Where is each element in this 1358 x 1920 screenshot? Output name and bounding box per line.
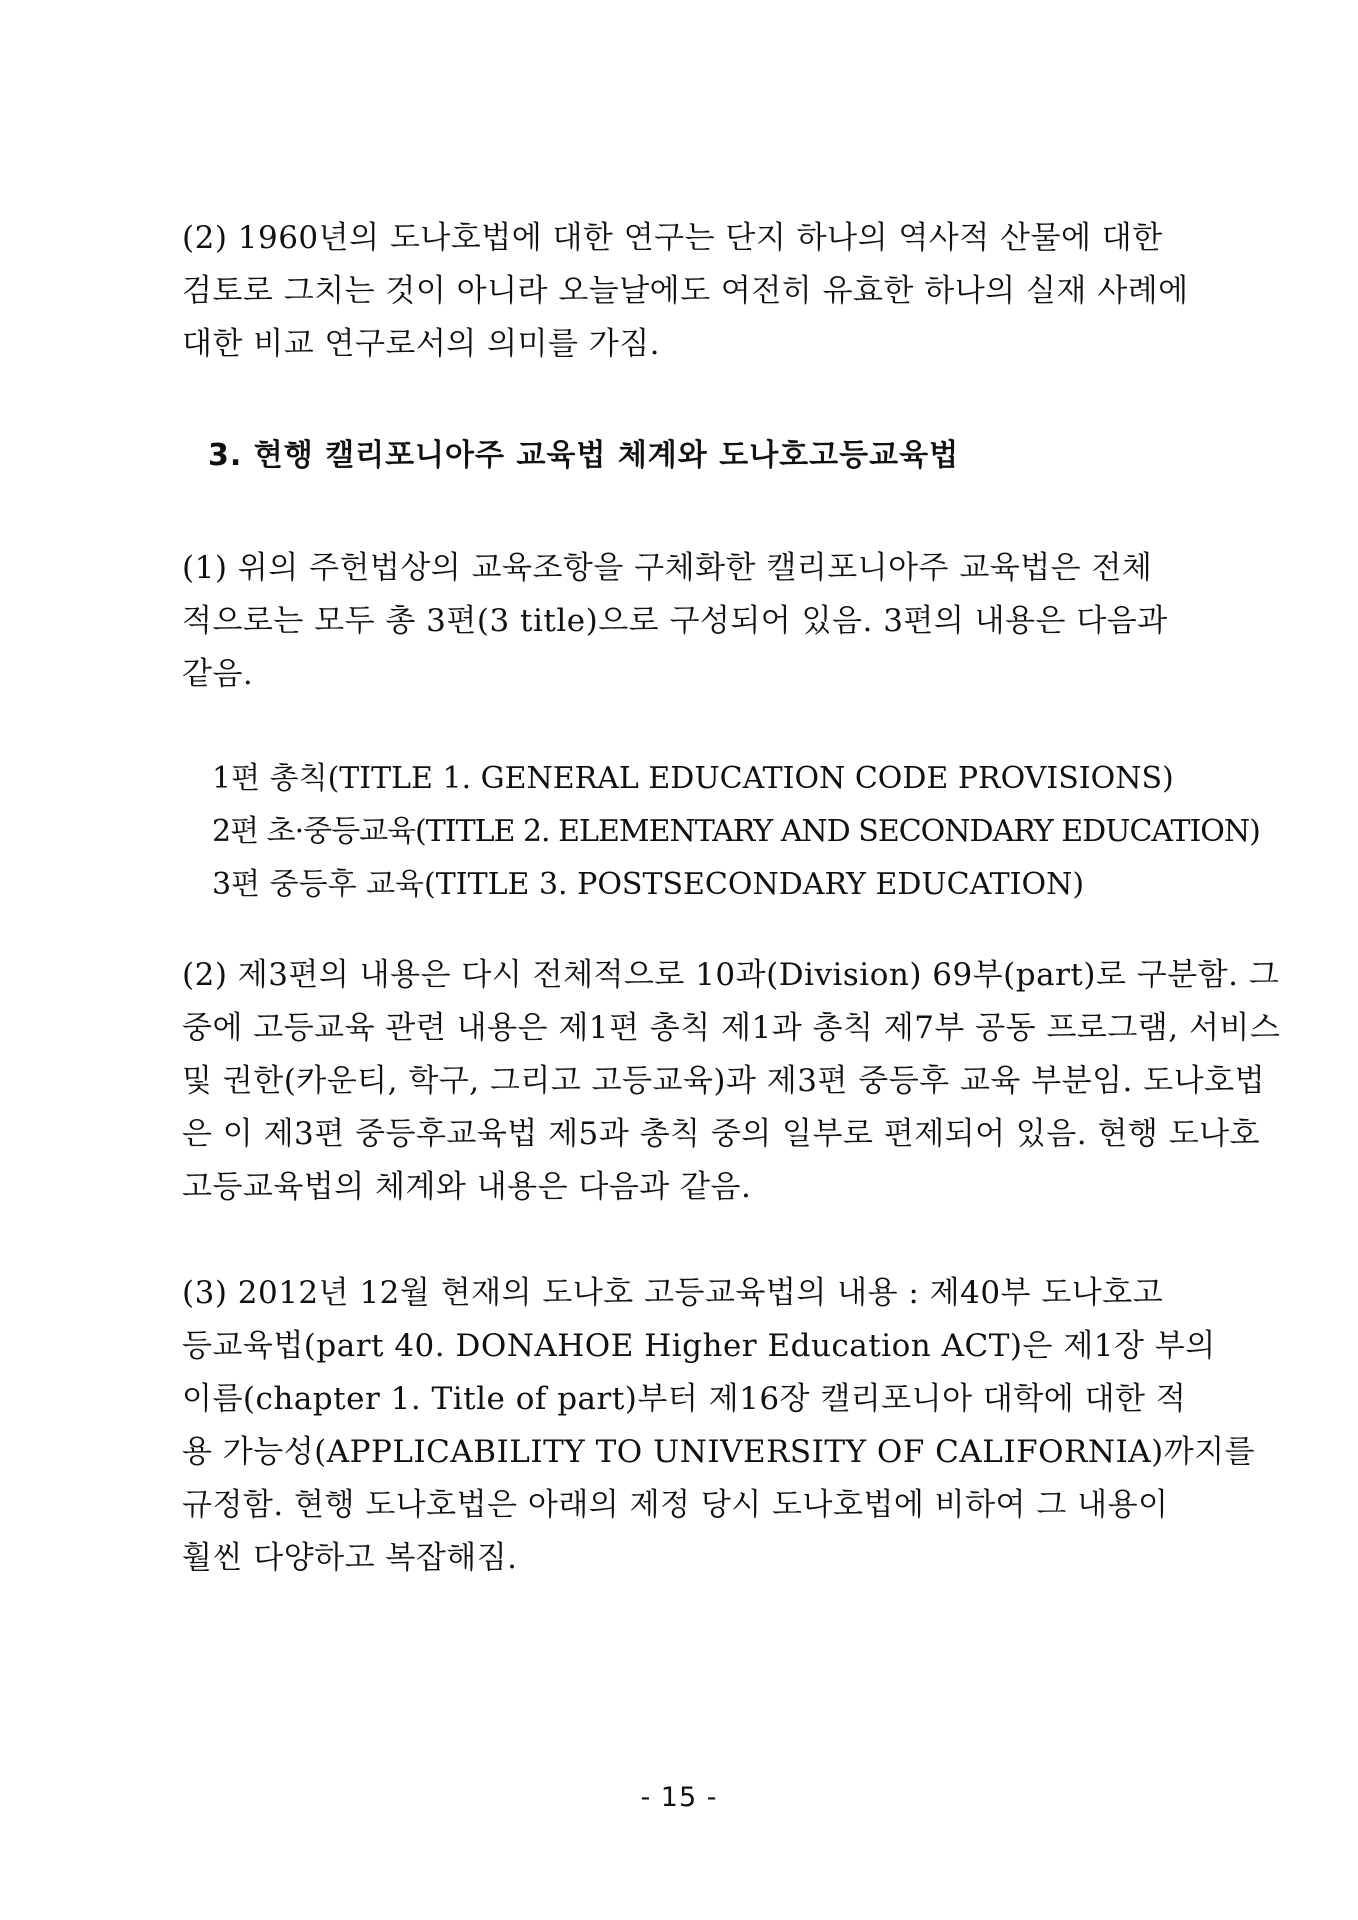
list-item: 3편 중등후 교육(TITLE 3. POSTSECONDARY EDUCATION) — [212, 867, 1085, 902]
page-number: - 15 - — [640, 1782, 718, 1813]
section-heading: 3. 현행 캘리포니아주 교육법 체계와 도나호고등교육법 — [208, 438, 960, 473]
text-line: 용 가능성(APPLICABILITY TO UNIVERSITY OF CALIFORNIA)까지를 — [182, 1434, 1256, 1470]
text-line: 대한 비교 연구로서의 의미를 가짐. — [182, 326, 661, 362]
text-line: (2) 제3편의 내용은 다시 전체적으로 10과(Division) 69부(part)로 구분함. 그 — [182, 957, 1280, 993]
text-line: 및 권한(카운티, 학구, 그리고 고등교육)과 제3편 중등후 교육 부분임. 도나호법 — [182, 1063, 1266, 1099]
text-line: (1) 위의 주헌법상의 교육조항을 구체화한 캘리포니아주 교육법은 전체 — [182, 550, 1153, 586]
paragraph-donahoe-act-contents — [182, 1267, 1255, 1585]
text-line: 같음. — [182, 656, 254, 692]
paragraph-education-code-structure — [182, 542, 1168, 701]
text-line: 적으로는 모두 총 3편(3 title)으로 구성되어 있음. 3편의 내용은 다음과 — [182, 603, 1168, 639]
text-line: 고등교육법의 체계와 내용은 다음과 같음. — [182, 1169, 752, 1205]
education-code-title-list — [212, 752, 1260, 911]
text-line: 규정함. 현행 도나호법은 아래의 제정 당시 도나호법에 비하여 그 내용이 — [182, 1487, 1169, 1523]
text-line: 훨씬 다양하고 복잡해짐. — [182, 1540, 518, 1576]
text-line: 검토로 그치는 것이 아니라 오늘날에도 여전히 유효한 하나의 실재 사례에 — [182, 273, 1189, 309]
text-line: (2) 1960년의 도나호법에 대한 연구는 단지 하나의 역사적 산물에 대한 — [182, 220, 1163, 256]
text-line: 은 이 제3편 중등후교육법 제5과 총칙 중의 일부로 편제되어 있음. 현행 도나호 — [182, 1116, 1261, 1152]
paragraph-title3-divisions — [182, 949, 1280, 1214]
list-item: 1편 총칙(TITLE 1. GENERAL EDUCATION CODE PROVISIONS) — [212, 761, 1174, 796]
text-line: 중에 고등교육 관련 내용은 제1편 총칙 제1과 총칙 제7부 공동 프로그램, 서비스 — [182, 1010, 1281, 1046]
text-line: 등교육법(part 40. DONAHOE Higher Education ACT)은 제1장 부의 — [182, 1328, 1216, 1364]
paragraph-study-significance — [182, 212, 1189, 371]
text-line: 이름(chapter 1. Title of part)부터 제16장 캘리포니아 대학에 대한 적 — [182, 1381, 1187, 1417]
text-line: (3) 2012년 12월 현재의 도나호 고등교육법의 내용 : 제40부 도나호고 — [182, 1275, 1164, 1311]
list-item: 2편 초·중등교육(TITLE 2. ELEMENTARY AND SECONDARY EDUCATION) — [212, 814, 1260, 849]
